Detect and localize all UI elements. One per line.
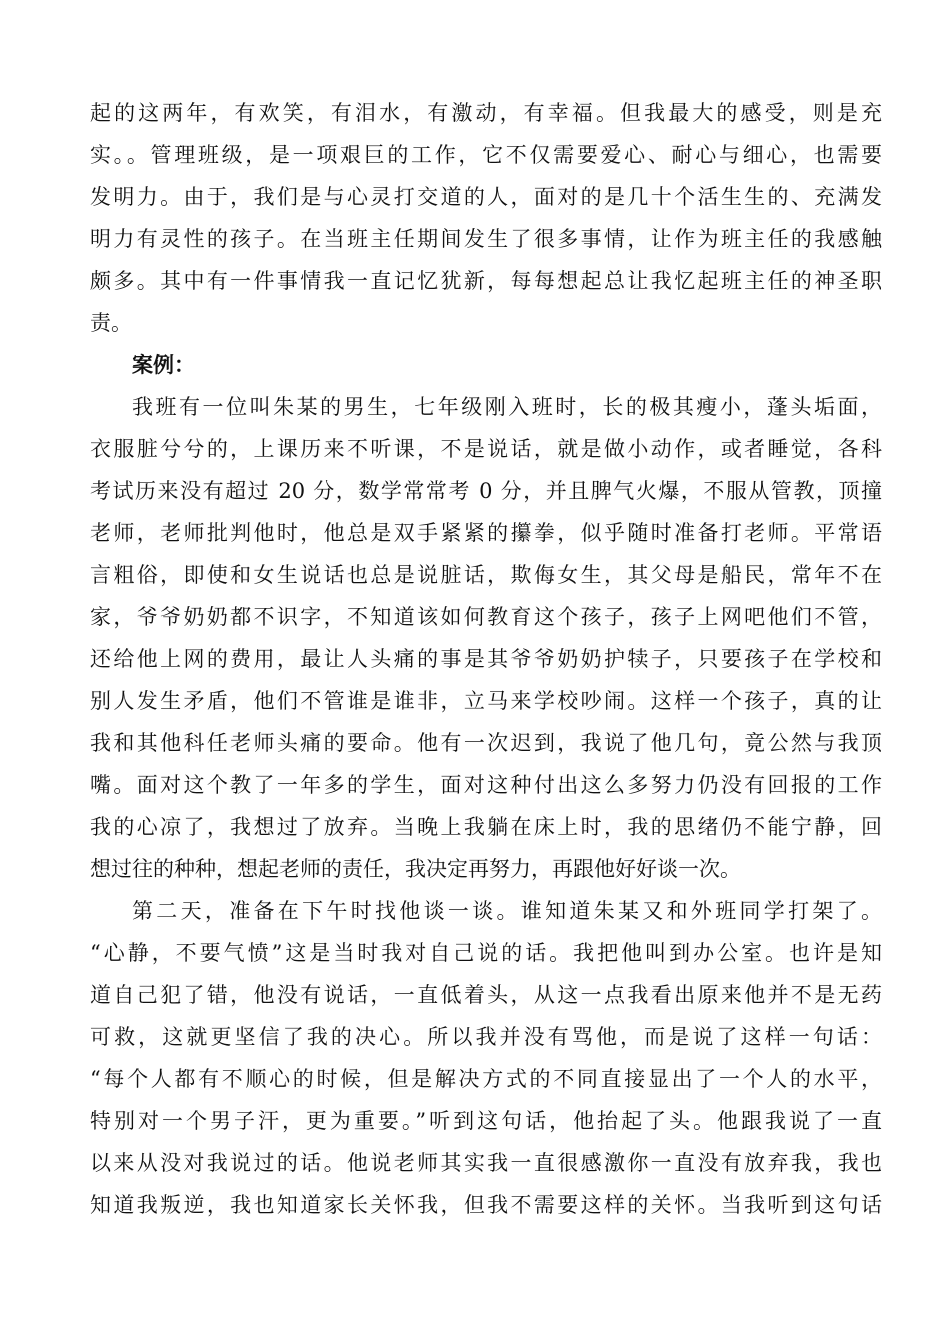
text-line: 颇多。其中有一件事情我一直记忆犹新，每每想起总让我忆起班主任的神圣职 <box>90 269 882 293</box>
text-line: 我班有一位叫朱某的男生，七年级刚入班时，长的极其瘦小，蓬头垢面， <box>132 395 882 419</box>
text-line: 实。。管理班级，是一项艰巨的工作，它不仅需要爱心、耐心与细心，也需要 <box>90 143 882 167</box>
text-line: 我和其他科任老师头痛的要命。他有一次迟到，我说了他几句，竟公然与我顶 <box>90 731 882 755</box>
text-line: 特别对一个男子汗，更为重要。”听到这句话，他抬起了头。他跟我说了一直 <box>90 1109 882 1133</box>
text-line: 我的心凉了，我想过了放弃。当晚上我躺在床上时，我的思绪仍不能宁静，回 <box>90 815 882 839</box>
text-line: 别人发生矛盾，他们不管谁是谁非，立马来学校吵闹。这样一个孩子，真的让 <box>90 689 882 713</box>
text-line: 言粗俗，即使和女生说话也总是说脏话，欺侮女生，其父母是船民，常年不在 <box>90 563 882 587</box>
text-line: 嘴。面对这个教了一年多的学生，面对这种付出这么多努力仍没有回报的工作 <box>90 773 882 797</box>
text-line: 起的这两年，有欢笑，有泪水，有激动，有幸福。但我最大的感受，则是充 <box>90 101 882 125</box>
text-line: 明力有灵性的孩子。在当班主任期间发生了很多事情，让作为班主任的我感触 <box>90 227 882 251</box>
text-line: 发明力。由于，我们是与心灵打交道的人，面对的是几十个活生生的、充满发 <box>90 185 882 209</box>
text-line: 知道我叛逆，我也知道家长关怀我，但我不需要这样的关怀。当我听到这句话 <box>90 1193 882 1217</box>
text-line: 还给他上网的费用，最让人头痛的事是其爷爷奶奶护犊子，只要孩子在学校和 <box>90 647 882 671</box>
text-line: 道自己犯了错，他没有说话，一直低着头，从这一点我看出原来他并不是无药 <box>90 983 882 1007</box>
paragraph-3 <box>90 890 882 1226</box>
text-line: 老师，老师批判他时，他总是双手紧紧的攥拳，似乎随时准备打老师。平常语 <box>90 521 882 545</box>
document-body <box>90 92 882 1226</box>
section-heading: 案例： <box>132 352 195 377</box>
text-line: 可救，这就更坚信了我的决心。所以我并没有骂他，而是说了这样一句话： <box>90 1025 882 1049</box>
text-line: 第二天，准备在下午时找他谈一谈。谁知道朱某又和外班同学打架了。 <box>132 899 882 923</box>
text-line: 责。 <box>90 311 132 335</box>
text-line: 想过往的种种，想起老师的责任，我决定再努力，再跟他好好谈一次。 <box>90 857 741 881</box>
text-line: 衣服脏兮兮的，上课历来不听课，不是说话，就是做小动作，或者睡觉，各科 <box>90 437 882 461</box>
text-line: “心静，不要气愤”这是当时我对自己说的话。我把他叫到办公室。也许是知 <box>90 941 882 965</box>
paragraph-1 <box>90 92 882 344</box>
text-line: 以来从没对我说过的话。他说老师其实我一直很感激你一直没有放弃我，我也 <box>90 1151 882 1175</box>
text-line: 考试历来没有超过 20 分，数学常常考 0 分，并且脾气火爆，不服从管教，顶撞 <box>90 479 882 503</box>
text-line: 家，爷爷奶奶都不识字，不知道该如何教育这个孩子，孩子上网吧他们不管， <box>90 605 882 629</box>
text-line: “每个人都有不顺心的时候，但是解决方式的不同直接显出了一个人的水平， <box>90 1067 882 1091</box>
paragraph-2 <box>90 386 882 890</box>
